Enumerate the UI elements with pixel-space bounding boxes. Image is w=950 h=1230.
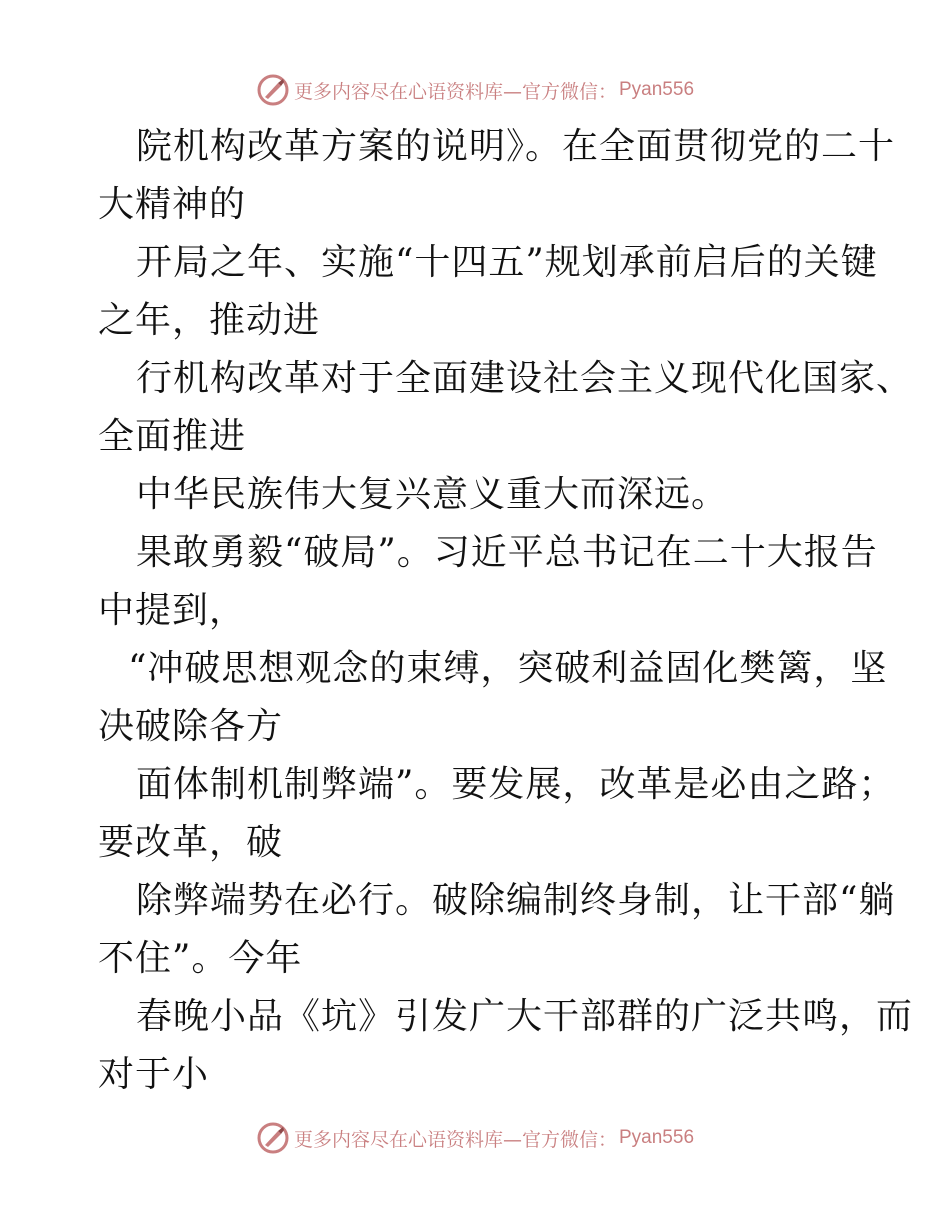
watermark-wechat-id: Pyan556 (619, 79, 695, 100)
watermark-wechat-id: Pyan556 (619, 1127, 695, 1148)
watermark-text: 更多内容尽在心语资料库—官方微信： (293, 1128, 617, 1151)
text-line: 决破除各方 (98, 706, 284, 747)
pen-logo-icon (256, 73, 290, 107)
document-body (98, 118, 914, 1104)
text-line: 不住”。今年 (98, 938, 303, 979)
text-line: 中华民族伟大复兴意义重大而深远。 (136, 474, 729, 515)
text-line: 院机构改革方案的说明》。在全面贯彻党的二十 (136, 126, 896, 167)
text-line: 大精神的 (98, 184, 247, 225)
text-line: 开局之年、实施“十四五”规划承前启后的关键 (136, 242, 878, 283)
text-line: 春晚小品《坑》引发广大干部群的广泛共鸣，而 (136, 996, 914, 1037)
text-line: 面体制机制弊端”。要发展，改革是必由之路； (136, 764, 896, 805)
text-line: 要改革，破 (98, 822, 284, 863)
text-line: 果敢勇毅“破局”。习近平总书记在二十大报告 (136, 532, 878, 573)
text-line: 之年，推动进 (98, 300, 321, 341)
footer-watermark (0, 1118, 950, 1158)
text-line: 除弊端势在必行。破除编制终身制，让干部“躺 (136, 880, 896, 921)
text-line: 全面推进 (98, 416, 247, 457)
text-line: 对于小 (98, 1054, 210, 1095)
text-line: 行机构改革对于全面建设社会主义现代化国家、 (136, 358, 914, 399)
watermark-text: 更多内容尽在心语资料库—官方微信： (293, 80, 617, 103)
header-watermark (0, 70, 950, 110)
pen-logo-icon (256, 1121, 290, 1155)
text-line: 中提到， (98, 590, 247, 631)
text-line: “冲破思想观念的束缚，突破利益固化樊篱，坚 (128, 648, 888, 689)
